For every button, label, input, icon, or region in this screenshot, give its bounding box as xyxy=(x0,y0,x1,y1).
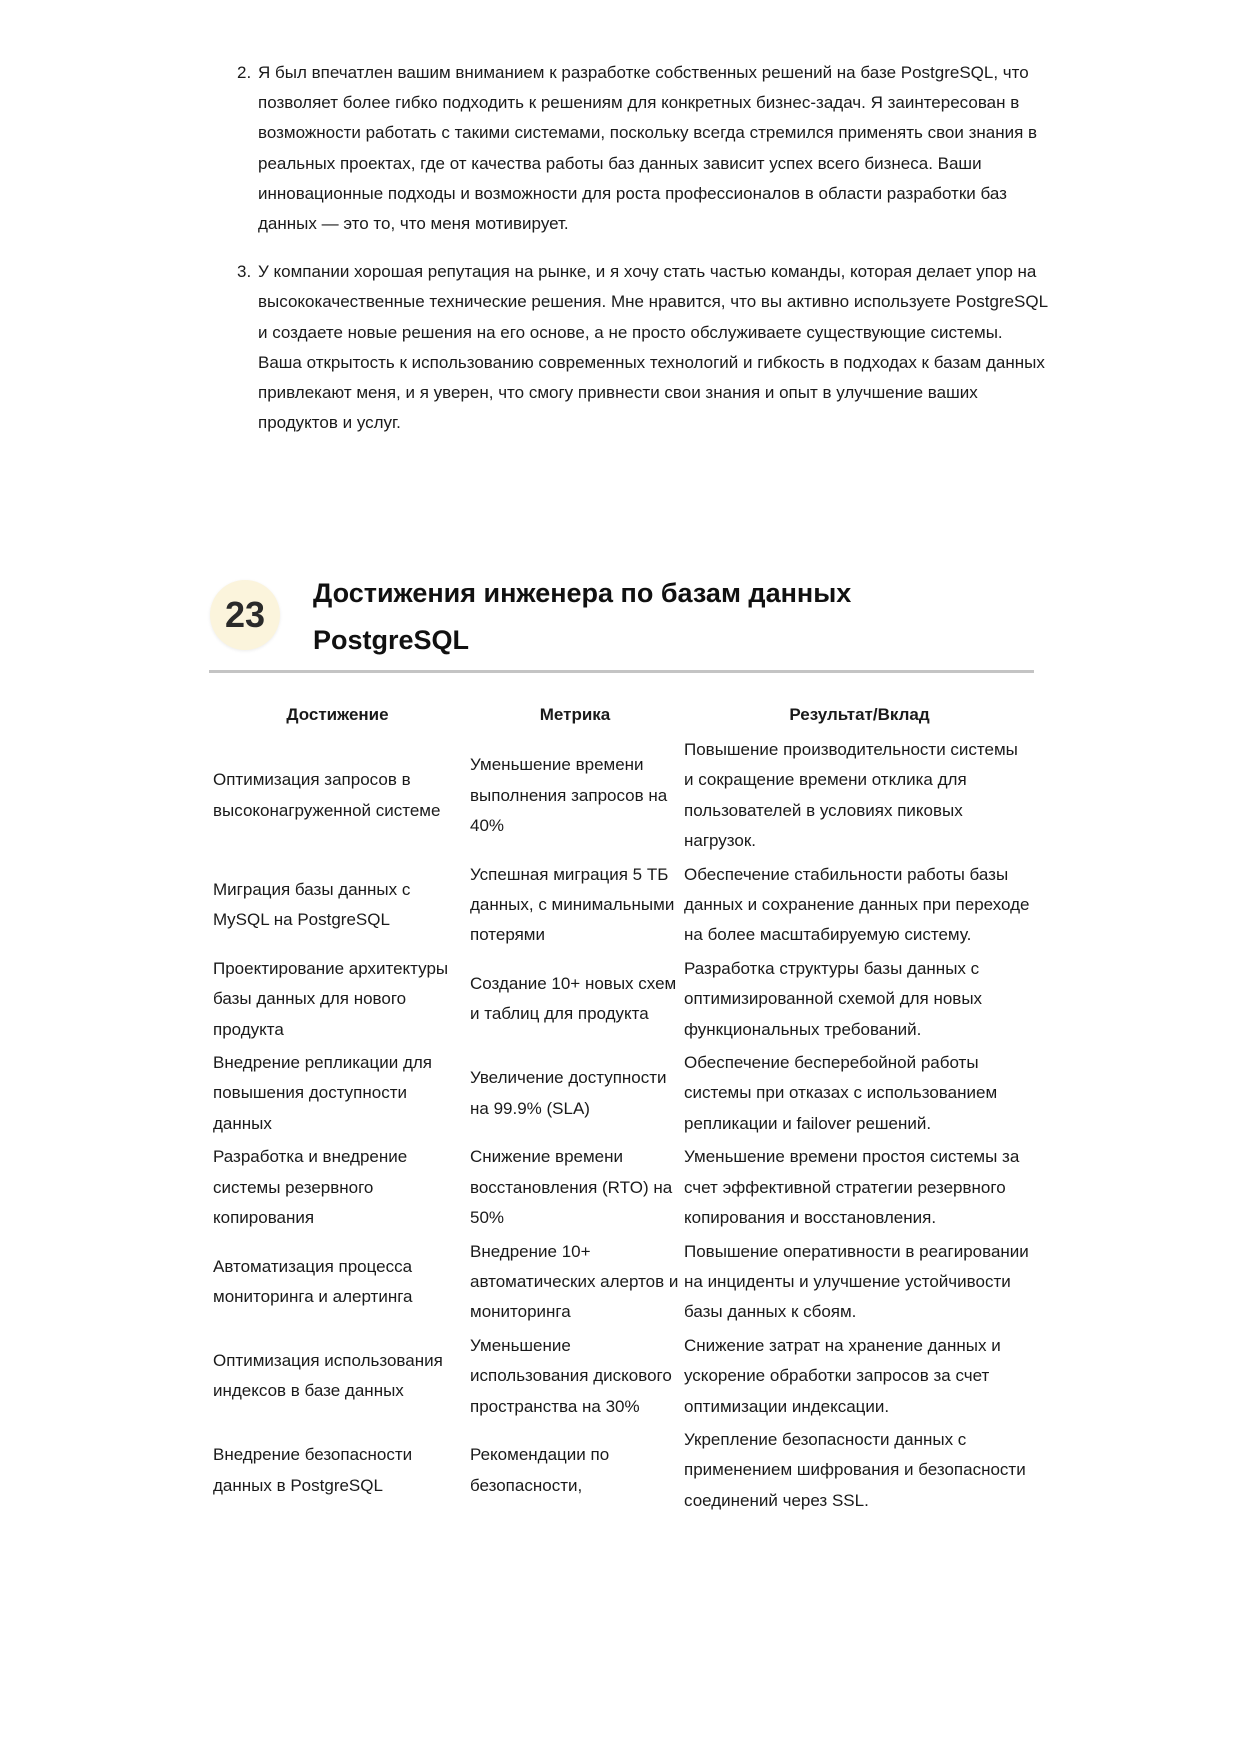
result-cell: Уменьшение времени простоя системы за счет эффективной стратегии резервного копирования и восстановления. xyxy=(684,1147,1020,1228)
achievement-cell: Автоматизация процесса мониторинга и алертинга xyxy=(213,1256,413,1307)
achievement-cell: Внедрение безопасности данных в PostgreSQL xyxy=(213,1445,413,1495)
motivation-text: У компании хорошая репутация на рынке, и я хочу стать частью команды, которая делает упор на высококачественные технические решения. Мне нравится, что вы активно используете PostgreSQL и создаете новые решения на его основе, а не просто обслуживаете существующие системы. Ваша открытость к использованию современных технологий и гибкость в подходах к базам данных привлекают меня, и я уверен, что смогу привнести свои знания и опыт в улучшение ваших продуктов и услуг. xyxy=(258,262,1048,433)
achievement-cell: Оптимизация использования индексов в базе данных xyxy=(213,1350,443,1401)
metric-cell: Внедрение 10+ автоматических алертов и мониторинга xyxy=(470,1241,679,1322)
metric-cell: Успешная миграция 5 ТБ данных, с минимальными потерями xyxy=(470,864,675,945)
motivation-text: Я был впечатлен вашим вниманием к разработке собственных решений на базе PostgreSQL, что позволяет более гибко подходить к решениям для конкретных бизнес-задач. Я заинтересован в возможности работать с такими системами, поскольку всегда стремился применять свои знания в реальных проектах, где от качества работы баз данных зависит успех всего бизнеса. Ваши инновационные подходы и возможности для роста профессионалов в области разработки баз данных — это то, что меня мотивирует. xyxy=(258,63,1038,234)
section-title: Достижения инженера по базам данных PostgreSQL xyxy=(313,578,852,655)
result-cell: Повышение оперативности в реагировании на инциденты и улучшение устойчивости базы данных к сбоям. xyxy=(684,1241,1029,1322)
motivation-list xyxy=(237,58,1048,456)
motivation-item xyxy=(237,58,1048,239)
section-number-badge: 23 xyxy=(210,580,280,650)
achievement-cell: Оптимизация запросов в высоконагруженной системе xyxy=(213,770,441,820)
result-cell: Разработка структуры базы данных с оптимизированной схемой для новых функциональных требований. xyxy=(684,958,983,1039)
achievement-cell: Миграция базы данных с MySQL на PostgreSQL xyxy=(213,879,411,930)
list-number: 3. xyxy=(237,262,252,282)
metric-cell: Уменьшение времени выполнения запросов на 40% xyxy=(470,755,668,836)
metric-cell: Снижение времени восстановления (RTO) на 50% xyxy=(470,1147,673,1228)
list-number: 2. xyxy=(237,63,252,82)
result-cell: Снижение затрат на хранение данных и ускорение обработки запросов за счет оптимизации индексации. xyxy=(684,1335,1001,1416)
motivation-item xyxy=(237,257,1048,438)
table-row xyxy=(209,1331,1035,1425)
table-header-row xyxy=(209,700,1035,735)
achievement-cell: Проектирование архитектуры базы данных для нового продукта xyxy=(213,958,449,1039)
achievements-table xyxy=(209,700,1035,1519)
result-cell: Обеспечение бесперебойной работы системы при отказах с использованием репликации и failover решений. xyxy=(684,1053,998,1133)
table-row xyxy=(209,735,1035,860)
achievement-cell: Разработка и внедрение системы резервного копирования xyxy=(213,1147,408,1228)
result-cell: Обеспечение стабильности работы базы данных и сохранение данных при переходе на более масштабируемую систему. xyxy=(684,864,1030,945)
metric-cell: Создание 10+ новых схем и таблиц для продукта xyxy=(470,974,677,1024)
column-header-achievement: Достижение xyxy=(286,705,389,724)
table-row xyxy=(209,1048,1035,1142)
metric-cell: Рекомендации по безопасности, xyxy=(470,1445,610,1495)
table-row xyxy=(209,860,1035,954)
column-header-result: Результат/Вклад xyxy=(789,705,930,724)
section-header xyxy=(209,570,1034,673)
table-row xyxy=(209,954,1035,1048)
table-row xyxy=(209,1142,1035,1236)
table-row xyxy=(209,1237,1035,1331)
metric-cell: Увеличение доступности на 99.9% (SLA) xyxy=(470,1068,667,1118)
result-cell: Повышение производительности системы и сокращение времени отклика для пользователей в условиях пиковых нагрузок. xyxy=(684,740,1018,851)
column-header-metric: Метрика xyxy=(539,705,611,724)
table-row xyxy=(209,1425,1035,1519)
metric-cell: Уменьшение использования дискового пространства на 30% xyxy=(470,1335,672,1416)
result-cell: Укрепление безопасности данных с применением шифрования и безопасности соединений через SSL. xyxy=(684,1429,1026,1510)
achievement-cell: Внедрение репликации для повышения доступности данных xyxy=(213,1053,432,1133)
